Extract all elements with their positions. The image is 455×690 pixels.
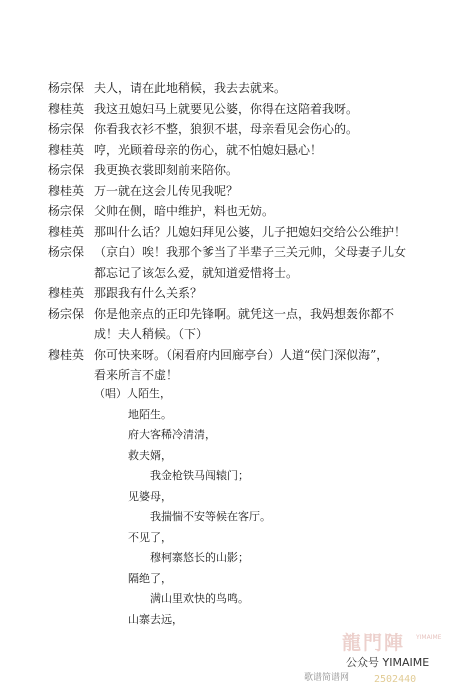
speaker-name: 杨宗保 <box>48 163 85 177</box>
speaker-name: 穆桂英 <box>48 347 85 362</box>
speech-text: 我更换衣裳即刻前来陪你。 <box>94 163 239 177</box>
watermark <box>304 628 454 688</box>
speaker-name: 杨宗保 <box>48 204 85 218</box>
dialogue-line <box>48 345 428 386</box>
speech-text: 你看我衣衫不整，狼狈不堪，母亲看见会伤心的。 <box>94 122 359 136</box>
speech-text: 哼，光顾着母亲的伤心，就不怕媳妇悬心！ <box>94 142 323 157</box>
speaker-name: 杨宗保 <box>48 81 85 95</box>
song-line: 救夫婿， <box>128 448 172 462</box>
song-line: 我揣惴不安等候在客厅。 <box>150 510 271 523</box>
speech-text: 你可快来呀。（闲看府内回廊亭台）人道“侯门深似海”， 看来所言不虚！ <box>94 347 389 382</box>
song-line: 见婆母， <box>128 489 172 503</box>
song-line: （唱）人陌生， <box>94 387 171 400</box>
speaker-name: 穆桂英 <box>48 286 85 300</box>
watermark-small-text: YIMAIME <box>416 634 442 641</box>
song-line: 山寨去远， <box>128 612 183 626</box>
song-line: 隔绝了， <box>128 571 172 585</box>
speaker-name: 杨宗保 <box>48 245 85 259</box>
dialogue-line <box>48 181 428 202</box>
dialogue-line <box>48 119 428 140</box>
dialogue-line <box>48 99 428 120</box>
song-line: 府大客稀冷清清， <box>128 428 216 441</box>
speech-text: 你是他亲点的正印先锋啊。就凭这一点，我妈想轰你都不 成！夫人稍候。（下） <box>94 306 395 341</box>
watermark-site: 歌谱简谱网 <box>304 673 350 683</box>
song-line: 地陌生。 <box>128 407 172 421</box>
speech-text: （京白）唉！我那个爹当了半辈子三关元帅，父母妻子儿女 都忘记了该怎么爱，就知道爱惜将士。 <box>94 245 407 280</box>
watermark-id: 2502440 <box>374 674 417 685</box>
speech-text: 我这丑媳妇马上就要见公婆，你得在这陪着我呀。 <box>94 101 359 116</box>
dialogue-line <box>48 140 428 161</box>
dialogue-line <box>48 242 428 283</box>
speaker-name: 杨宗保 <box>48 306 85 321</box>
speech-text: 那叫什么话？儿媳妇拜见公婆，儿子把媳妇交给公公维护！ <box>94 224 407 239</box>
song-line: 我金枪铁马闯辕门； <box>150 469 249 482</box>
song-line: 穆柯寨悠长的山影； <box>150 551 249 564</box>
dialogue-line <box>48 160 428 181</box>
dialogue-line <box>48 201 428 222</box>
speech-text: 那跟我有什么关系？ <box>94 286 203 300</box>
speaker-name: 穆桂英 <box>48 101 85 116</box>
watermark-account: 公众号 YIMAIME <box>346 656 430 669</box>
dialogue-line <box>48 283 428 304</box>
speech-text: 夫人，请在此地稍候，我去去就来。 <box>94 81 287 95</box>
dialogue-line <box>48 222 428 243</box>
speaker-name: 穆桂英 <box>48 142 85 157</box>
song-lyrics-block <box>48 384 428 630</box>
speaker-name: 杨宗保 <box>48 122 85 136</box>
speaker-name: 穆桂英 <box>48 224 85 239</box>
speech-text: 父帅在侧，暗中维护，料也无妨。 <box>94 204 275 218</box>
watermark-logo: 龍門陣 <box>342 632 406 654</box>
dialogue-line <box>48 78 428 99</box>
song-line: 满山里欢快的鸟鸣。 <box>150 592 249 605</box>
dialogue-block <box>48 78 428 386</box>
dialogue-line <box>48 304 428 345</box>
speech-text: 万一就在这会儿传见我呢？ <box>94 183 239 198</box>
song-line: 不见了， <box>128 530 172 544</box>
speaker-name: 穆桂英 <box>48 183 85 198</box>
